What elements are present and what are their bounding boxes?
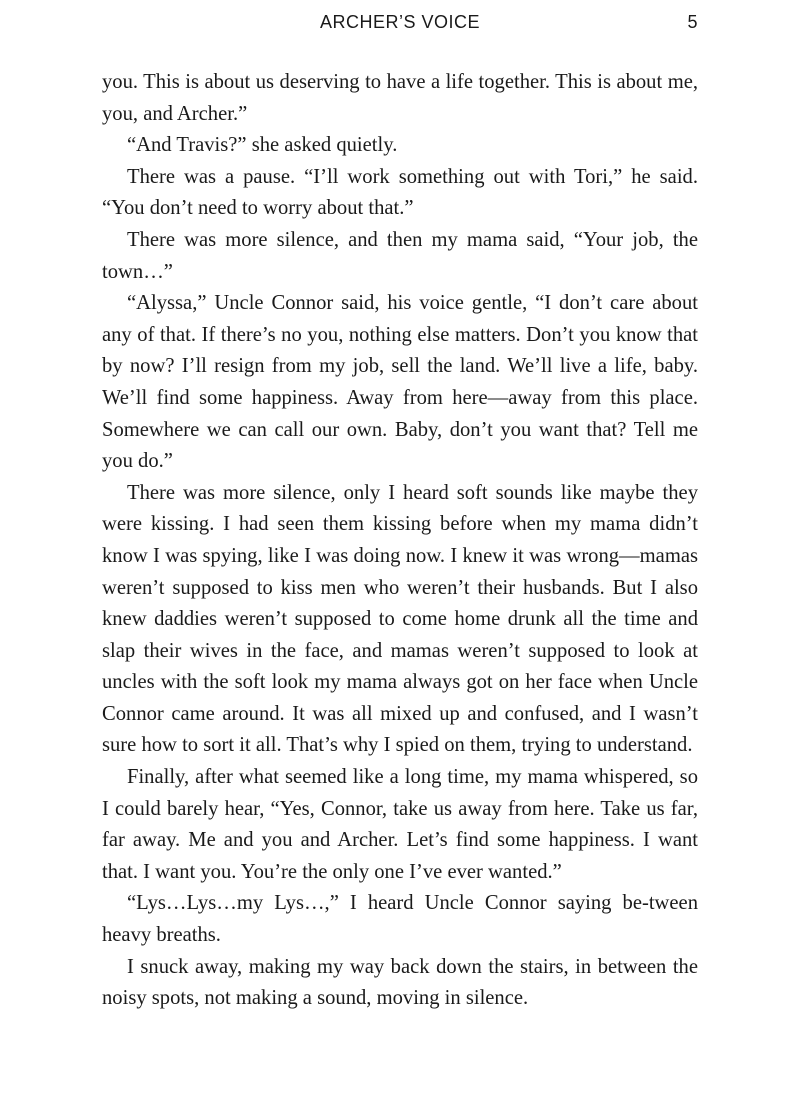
paragraph-2: “And Travis?” she asked quietly. bbox=[127, 134, 398, 157]
paragraph-9: I snuck away, making my way back down the stairs, in between the noisy spots, not making a sound, moving in silence. bbox=[102, 955, 698, 1010]
paragraph-3: There was a pause. “I’ll work something out with Tori,” he said. “You don’t need to worry about that.” bbox=[102, 165, 698, 220]
book-title: ARCHER’S VOICE bbox=[319, 12, 481, 32]
page-number: 5 bbox=[687, 12, 698, 32]
paragraph-1: you. This is about us deserving to have a life together. This is about me, you, and Archer.” bbox=[102, 71, 698, 125]
paragraph-5: “Alyssa,” Uncle Connor said, his voice gentle, “I don’t care about any of that. If there’s no you, nothing else matters. Don’t you know that by now? I’ll resign from my job, sell the land. We’ll live a life, baby. We’ll find some happiness. Away from here—away from this place. Somewhere we can call our own. Baby, don’t you want that? Tell me you do.” bbox=[102, 292, 698, 473]
paragraph-6: There was more silence, only I heard soft sounds like maybe they were kissing. I had seen them kissing before when my mama didn’t know I was spying, like I was doing now. I knew it was wrong—mamas weren’t supposed to kiss men who weren’t their husbands. But I also knew daddies weren’t supposed to come home drunk all the time and slap their wives in the face, and mamas weren’t supposed to look at uncles with the soft look my mama always got on her face when Uncle Connor came around. It was all mixed up and confused, and I wasn’t sure how to sort it all. That’s why I spied on them, trying to understand. bbox=[102, 481, 698, 757]
body-text bbox=[102, 67, 698, 1015]
running-header bbox=[102, 12, 698, 38]
paragraph-8: “Lys…Lys…my Lys…,” I heard Uncle Connor saying be-tween heavy breaths. bbox=[102, 892, 698, 947]
paragraph-7: Finally, after what seemed like a long time, my mama whispered, so I could barely hear, “Yes, Connor, take us away from here. Take us far, far away. Me and you and Archer. Let’s find some happiness. I want that. I want you. You’re the only one I’ve ever wanted.” bbox=[102, 766, 698, 883]
paragraph-4: There was more silence, and then my mama said, “Your job, the town…” bbox=[102, 228, 698, 283]
